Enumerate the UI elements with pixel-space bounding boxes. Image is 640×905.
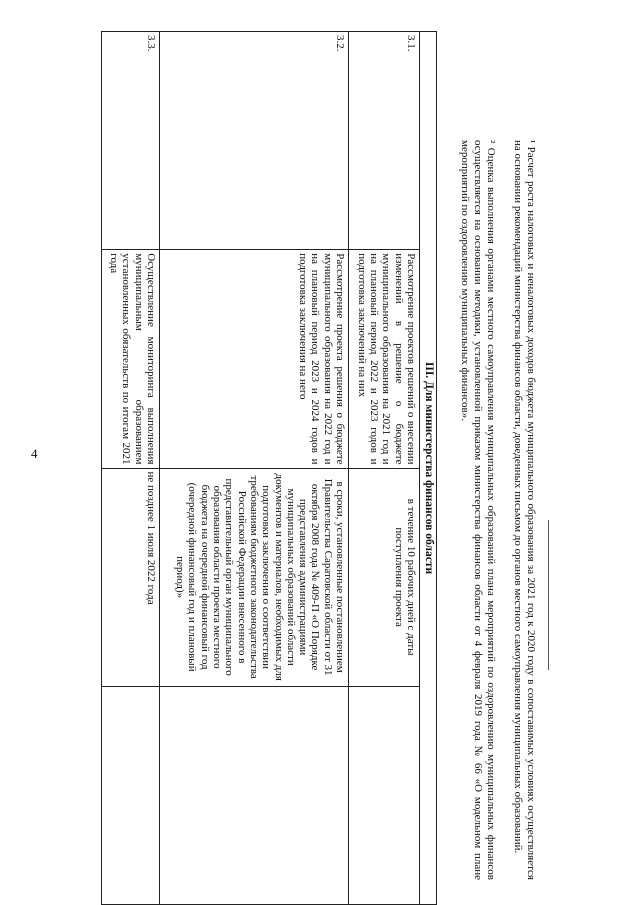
empty-cell bbox=[102, 686, 160, 904]
table-row bbox=[349, 32, 420, 905]
measure-description: Осуществление мониторинга выполнения муниципальным образованием установленных обязательств по итогам 2021 года bbox=[102, 250, 160, 468]
measure-deadline: не позднее 1 июля 2022 года bbox=[102, 468, 160, 686]
page-number: 4 bbox=[31, 446, 38, 461]
table-row bbox=[102, 32, 160, 905]
section-header: III. Для министерства финансов области bbox=[420, 32, 437, 905]
footnote-separator bbox=[548, 520, 549, 670]
empty-cell bbox=[349, 686, 420, 904]
table-row bbox=[159, 32, 348, 905]
row-number: 3.2. bbox=[159, 32, 348, 250]
measure-description: Рассмотрение проекта решения о бюджете муниципального образования на 2022 год и на плановый период 2023 и 2024 годов и подготовка заключения на него bbox=[159, 250, 348, 468]
empty-cell bbox=[159, 686, 348, 904]
measure-deadline: в сроки, установленные постановлением Правительства Саратовской области от 31 октября 2008 года № 409-П «О Порядке представления администрациями муниципальных образований области документов и материалов, необходимых для подготовки заключения о соответствии требованиям бюджетного законодательства Российской Федерации внесенного в представительный орган муниципального образования области проекта местного бюджета на очередной финансовый год (очередной финансовый год и плановый период)» bbox=[159, 468, 348, 686]
measures-table bbox=[101, 31, 437, 905]
footnote-1: ¹ Расчет роста налоговых и неналоговых доходов бюджета муниципального образования за 2021 год к 2020 году в сопоставимых условиях осуществляется на основании рекомендаций министерства финансов области, доведенных письмом до органов местного самоуправления муниципальных образований. bbox=[511, 140, 537, 880]
measure-deadline: в течение 10 рабочих дней с даты поступления проекта bbox=[349, 468, 420, 686]
row-number: 3.3. bbox=[102, 32, 160, 250]
footnote-2: ² Оценка выполнения органами местного самоуправления муниципальных образований плана мероприятий по оздоровлению муниципальных финансов осуществляется на основании методики, установленной приказом министерства финансов области от 4 февраля 2019 года № 66 «О модельном плане мероприятий по оздоровлению муниципальных финансов». bbox=[458, 140, 497, 880]
row-number: 3.1. bbox=[349, 32, 420, 250]
measure-description: Рассмотрение проектов решений о внесении изменений в решение о бюджете муниципального образования на 2021 год и на плановый период 2022 и 2023 годов и подготовка заключений на них bbox=[349, 250, 420, 468]
section-header-row bbox=[420, 32, 437, 905]
